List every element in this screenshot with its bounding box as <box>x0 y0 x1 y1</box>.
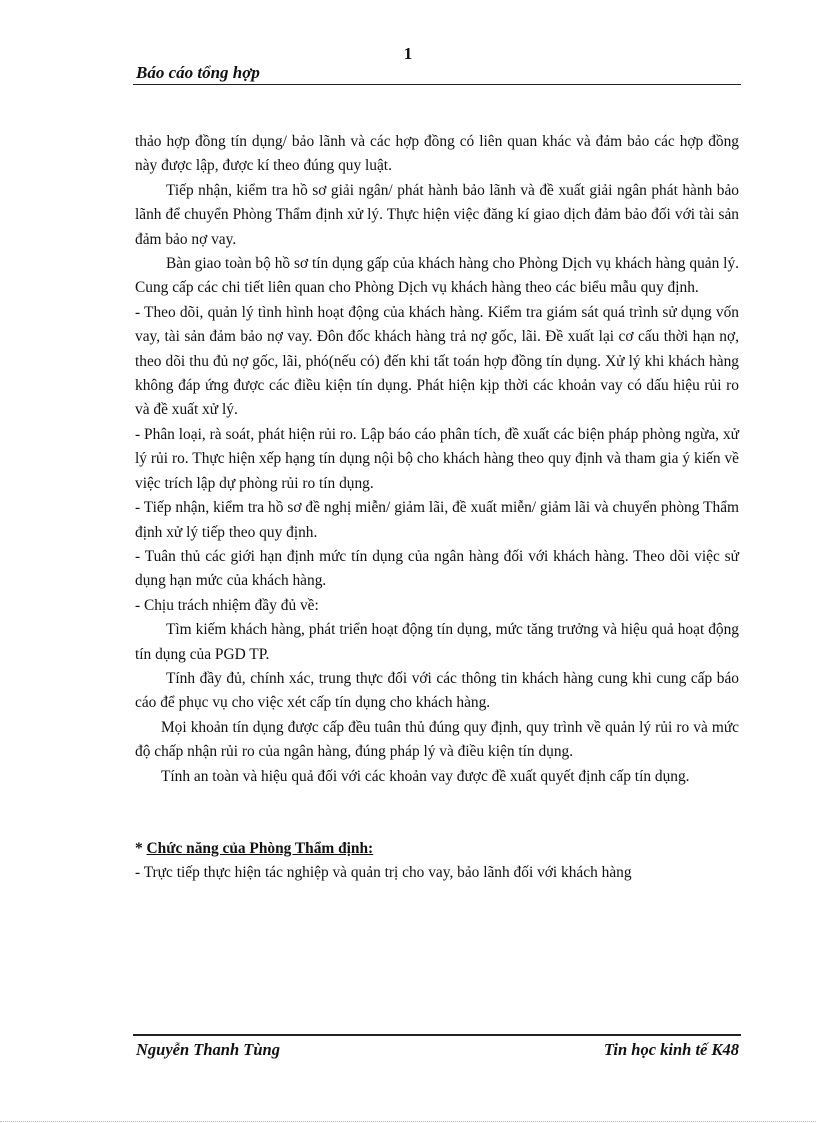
page-bottom-border <box>0 1121 816 1122</box>
paragraph: Tiếp nhận, kiểm tra hồ sơ giải ngân/ phát hành bảo lãnh và đề xuất giải ngân phát hành bảo lãnh để chuyển Phòng Thẩm định xử lý. Thực hiện việc đăng kí giao dịch đảm bảo đối với tài sản đảm bảo nợ vay. <box>135 181 739 248</box>
paragraph: Tính đầy đủ, chính xác, trung thực đối với các thông tin khách hàng cung khi cung cấp báo cáo để phục vụ cho việc xét cấp tín dụng cho khách hàng. <box>135 669 739 712</box>
section-heading <box>135 837 739 861</box>
paragraph: thảo hợp đồng tín dụng/ bảo lãnh và các hợp đồng có liên quan khác và đảm bảo các hợp đồng này được lập, được kí theo đúng quy luật. <box>135 133 739 175</box>
list-item: - Chịu trách nhiệm đầy đủ về: <box>135 596 319 614</box>
footer-author: Nguyễn Thanh Tùng <box>136 1040 280 1059</box>
list-item: - Theo dõi, quản lý tình hình hoạt động của khách hàng. Kiểm tra giám sát quá trình sử dụng vốn vay, tài sản đảm bảo nợ vay. Đôn đốc khách hàng trả nợ gốc, lãi. Đề xuất lại cơ cấu thời hạn nợ, theo dõi thu đủ nợ gốc, lãi, phó(nếu có) đến khi tất toán hợp đồng tín dụng. Xử lý khi khách hàng không đáp ứng được các điều kiện tín dụng. Phát hiện kịp thời các khoản vay có dấu hiệu rủi ro và đề xuất xử lý. <box>135 303 739 419</box>
list-item: - Trực tiếp thực hiện tác nghiệp và quản trị cho vay, bảo lãnh đối với khách hàng <box>135 864 632 882</box>
section-bullet: * <box>135 839 147 857</box>
header-title: Báo cáo tổng hợp <box>136 63 260 82</box>
header-divider <box>133 84 741 85</box>
document-body <box>135 130 739 886</box>
list-item: - Phân loại, rà soát, phát hiện rủi ro. Lập báo cáo phân tích, đề xuất các biện pháp phòng ngừa, xử lý rủi ro. Thực hiện xếp hạng tín dụng nội bộ cho khách hàng theo quy định và tham gia ý kiến về việc trích lập dự phòng rủi ro tín dụng. <box>135 425 739 492</box>
list-item: - Tiếp nhận, kiểm tra hồ sơ đề nghị miễn/ giảm lãi, đề xuất miễn/ giảm lãi và chuyển phòng Thẩm định xử lý tiếp theo quy định. <box>135 499 739 541</box>
footer-divider <box>133 1034 741 1036</box>
paragraph: Bàn giao toàn bộ hồ sơ tín dụng gấp của khách hàng cho Phòng Dịch vụ khách hàng quản lý. Cung cấp các chi tiết liên quan cho Phòng Dịch vụ khách hàng theo các biểu mẫu quy định. <box>135 255 739 297</box>
paragraph: Tính an toàn và hiệu quả đối với các khoản vay được đề xuất quyết định cấp tín dụng. <box>161 767 690 785</box>
paragraph: Tìm kiếm khách hàng, phát triển hoạt động tín dụng, mức tăng trưởng và hiệu quả hoạt động tín dụng của PGD TP. <box>135 621 739 663</box>
section-title: Chức năng của Phòng Thẩm định: <box>146 839 374 857</box>
paragraph: Mọi khoản tín dụng được cấp đều tuân thủ đúng quy định, quy trình về quản lý rủi ro và mức độ chấp nhận rủi ro của ngân hàng, đúng pháp lý và điều kiện tín dụng. <box>135 718 739 761</box>
section-spacer <box>135 789 739 837</box>
list-item: - Tuân thủ các giới hạn định mức tín dụng của ngân hàng đối với khách hàng. Theo dõi việc sử dụng hạn mức của khách hàng. <box>135 547 739 590</box>
footer-course: Tin học kinh tế K48 <box>603 1040 739 1059</box>
page-number: 1 <box>403 44 413 63</box>
